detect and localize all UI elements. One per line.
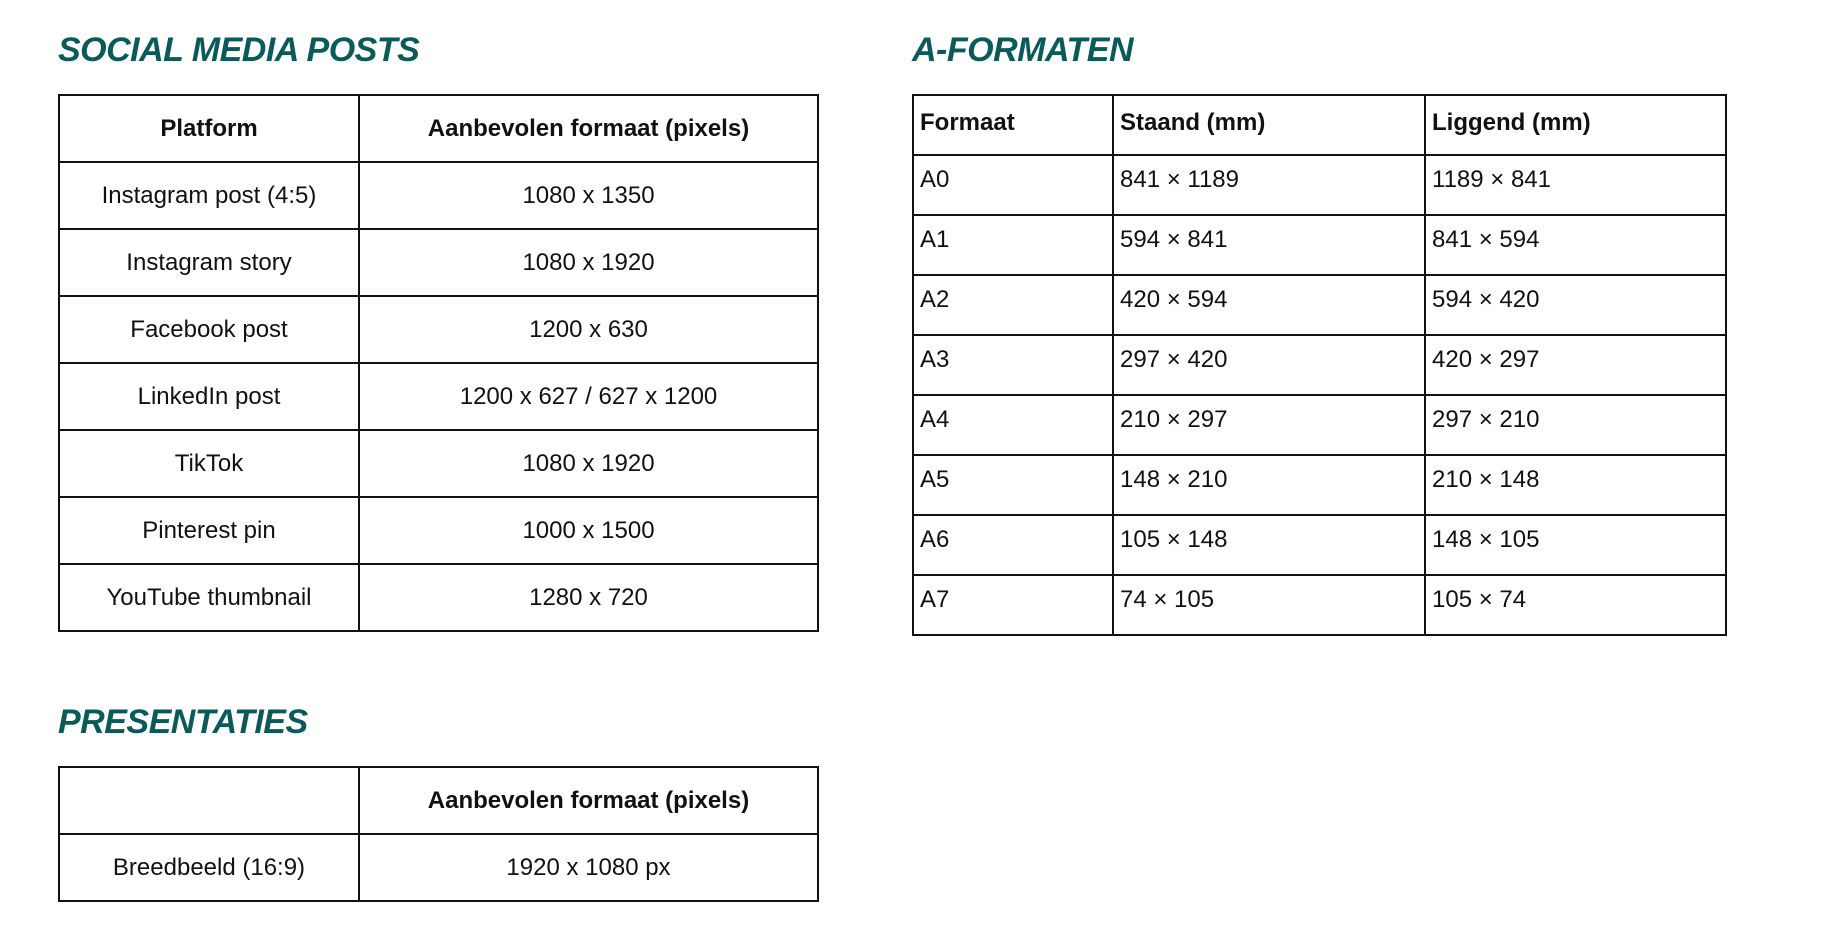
formaat-cell: A5 <box>913 455 1113 515</box>
format-cell: 1080 x 1920 <box>359 430 818 497</box>
presentaties-title: PRESENTATIES <box>58 703 308 741</box>
table-row <box>59 229 818 296</box>
staand-cell: 297 × 420 <box>1113 335 1425 395</box>
staand-cell: 420 × 594 <box>1113 275 1425 335</box>
table-row <box>59 564 818 631</box>
formaat-cell: A3 <box>913 335 1113 395</box>
liggend-cell: 210 × 148 <box>1425 455 1726 515</box>
liggend-cell: 148 × 105 <box>1425 515 1726 575</box>
social-media-posts-title: SOCIAL MEDIA POSTS <box>58 31 420 69</box>
a-formaten-table <box>912 94 1727 636</box>
staand-cell: 841 × 1189 <box>1113 155 1425 215</box>
table-header-row <box>59 767 818 834</box>
table-row <box>913 515 1726 575</box>
presentaties-table <box>58 766 819 902</box>
a-formaten-title: A-FORMATEN <box>912 31 1133 69</box>
liggend-cell: 105 × 74 <box>1425 575 1726 635</box>
format-cell: 1200 x 627 / 627 x 1200 <box>359 363 818 430</box>
formaat-cell: A6 <box>913 515 1113 575</box>
platform-cell: YouTube thumbnail <box>59 564 359 631</box>
table-row <box>59 162 818 229</box>
column-header-recommended-format: Aanbevolen formaat (pixels) <box>359 95 818 162</box>
column-header-empty <box>59 767 359 834</box>
table-row <box>913 155 1726 215</box>
table-header-row <box>913 95 1726 155</box>
table-row <box>59 497 818 564</box>
table-row <box>913 395 1726 455</box>
table-row <box>59 834 818 901</box>
format-cell: 1080 x 1920 <box>359 229 818 296</box>
formaat-cell: A1 <box>913 215 1113 275</box>
formaat-cell: A7 <box>913 575 1113 635</box>
formaat-cell: A0 <box>913 155 1113 215</box>
format-cell: 1920 x 1080 px <box>359 834 818 901</box>
table-row <box>59 363 818 430</box>
liggend-cell: 297 × 210 <box>1425 395 1726 455</box>
format-cell: 1080 x 1350 <box>359 162 818 229</box>
format-cell: 1280 x 720 <box>359 564 818 631</box>
table-row <box>59 296 818 363</box>
staand-cell: 594 × 841 <box>1113 215 1425 275</box>
liggend-cell: 841 × 594 <box>1425 215 1726 275</box>
platform-cell: Pinterest pin <box>59 497 359 564</box>
table-row <box>913 215 1726 275</box>
formaat-cell: A2 <box>913 275 1113 335</box>
format-cell: 1000 x 1500 <box>359 497 818 564</box>
platform-cell: Instagram post (4:5) <box>59 162 359 229</box>
staand-cell: 105 × 148 <box>1113 515 1425 575</box>
liggend-cell: 594 × 420 <box>1425 275 1726 335</box>
table-header-row <box>59 95 818 162</box>
platform-cell: LinkedIn post <box>59 363 359 430</box>
social-media-table <box>58 94 819 632</box>
liggend-cell: 420 × 297 <box>1425 335 1726 395</box>
platform-cell: TikTok <box>59 430 359 497</box>
column-header-liggend: Liggend (mm) <box>1425 95 1726 155</box>
table-row <box>913 575 1726 635</box>
table-row <box>913 275 1726 335</box>
column-header-staand: Staand (mm) <box>1113 95 1425 155</box>
column-header-platform: Platform <box>59 95 359 162</box>
staand-cell: 210 × 297 <box>1113 395 1425 455</box>
liggend-cell: 1189 × 841 <box>1425 155 1726 215</box>
presentation-type-cell: Breedbeeld (16:9) <box>59 834 359 901</box>
table-row <box>913 335 1726 395</box>
platform-cell: Instagram story <box>59 229 359 296</box>
staand-cell: 74 × 105 <box>1113 575 1425 635</box>
staand-cell: 148 × 210 <box>1113 455 1425 515</box>
format-cell: 1200 x 630 <box>359 296 818 363</box>
table-row <box>913 455 1726 515</box>
column-header-formaat: Formaat <box>913 95 1113 155</box>
column-header-recommended-format: Aanbevolen formaat (pixels) <box>359 767 818 834</box>
table-row <box>59 430 818 497</box>
platform-cell: Facebook post <box>59 296 359 363</box>
formaat-cell: A4 <box>913 395 1113 455</box>
